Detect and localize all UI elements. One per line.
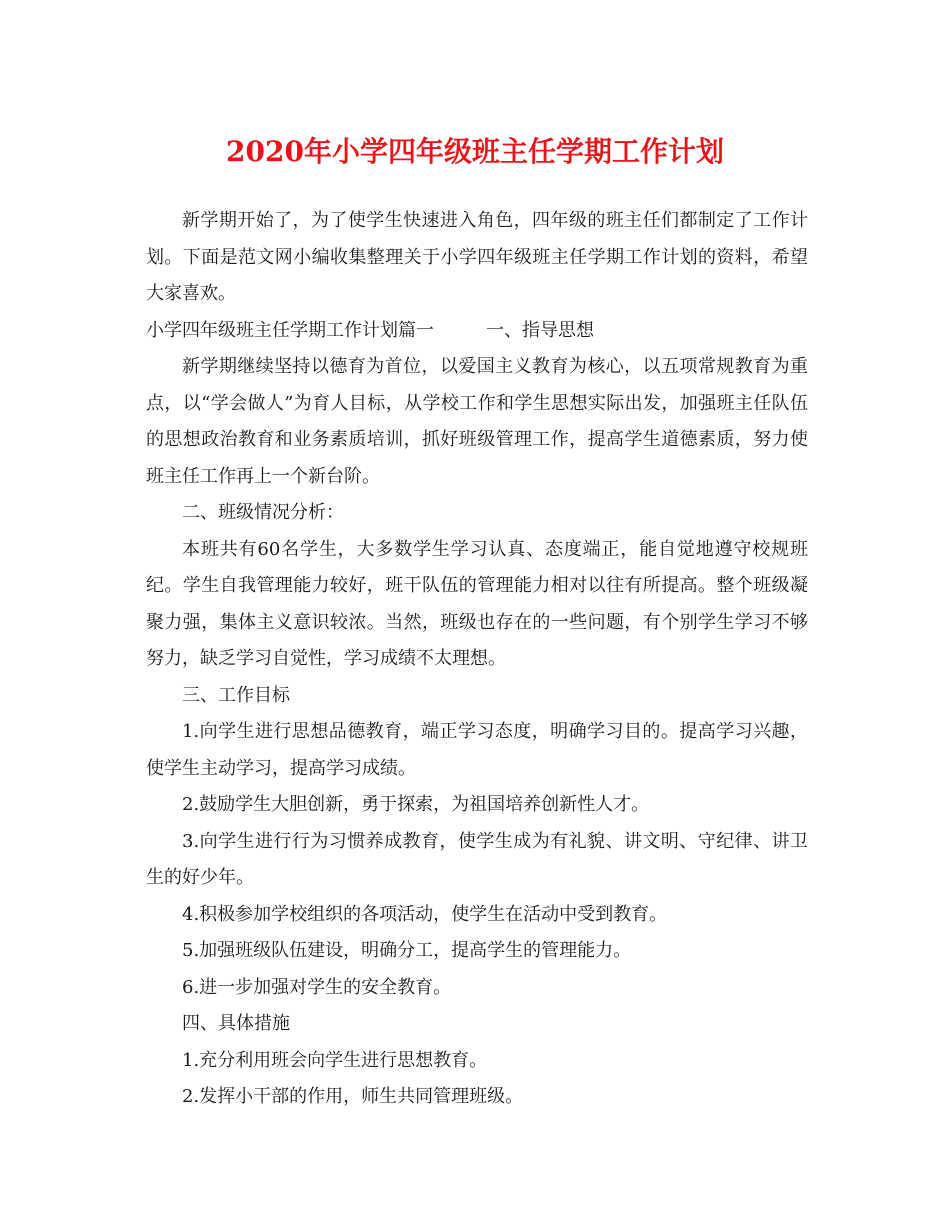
- goal-item-3: 3.向学生进行行为习惯养成教育，使学生成为有礼貌、讲文明、守纪律、讲卫生的好少年。: [146, 830, 808, 888]
- heading-class-analysis: 二、班级情况分析：: [182, 502, 344, 523]
- section-heading-part1: 小学四年级班主任学期工作计划篇一: [146, 319, 434, 341]
- document-title: 2020年小学四年级班主任学期工作计划: [226, 135, 724, 168]
- goal-item-1: 1.向学生进行思想品德教育，端正学习态度，明确学习目的。提高学习兴趣，使学生主动学习，提高学习成绩。: [146, 721, 808, 779]
- section-heading-part2: 一、指导思想: [486, 319, 594, 341]
- paragraph-class-analysis: 本班共有60名学生，大多数学生学习认真、态度端正，能自觉地遵守校规班纪。学生自我管理能力较好，班干队伍的管理能力相对以往有所提高。整个班级凝聚力强，集体主义意识较浓。当然，班级也存在的一些问题，有个别学生学习不够努力，缺乏学习自觉性，学习成绩不太理想。: [146, 538, 808, 669]
- heading-work-goals: 三、工作目标: [182, 684, 290, 706]
- paragraph-intro: 新学期开始了，为了使学生快速进入角色，四年级的班主任们都制定了工作计划。下面是范文网小编收集整理关于小学四年级班主任学期工作计划的资料，希望大家喜欢。: [146, 210, 808, 304]
- document-body: [146, 203, 808, 1116]
- measure-item-1: 1.充分利用班会向学生进行思想教育。: [182, 1049, 488, 1071]
- paragraph-guiding-thought: 新学期继续坚持以德育为首位，以爱国主义教育为核心，以五项常规教育为重点，以“学会做人”为育人目标，从学校工作和学生思想实际出发，加强班主任队伍的思想政治教育和业务素质培训，抓好班级管理工作，提高学生道德素质，努力使班主任工作再上一个新台阶。: [146, 356, 808, 487]
- section-heading-line: [146, 313, 808, 350]
- goal-item-4: 4.积极参加学校组织的各项活动，使学生在活动中受到教育。: [182, 903, 668, 925]
- goal-item-6: 6.进一步加强对学生的安全教育。: [182, 976, 452, 998]
- heading-measures: 四、具体措施: [182, 1013, 290, 1034]
- measure-item-2: 2.发挥小干部的作用，师生共同管理班级。: [182, 1086, 524, 1107]
- goal-item-5: 5.加强班级队伍建设，明确分工，提高学生的管理能力。: [182, 940, 632, 961]
- goal-item-2: 2.鼓励学生大胆创新，勇于探索，为祖国培养创新性人才。: [182, 794, 650, 815]
